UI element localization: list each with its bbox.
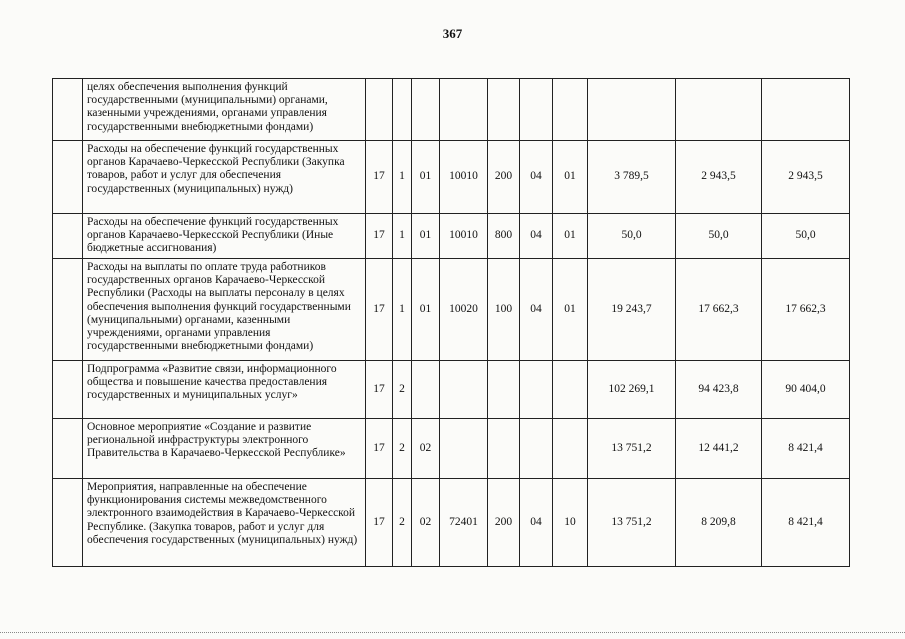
code-direction: 72401 bbox=[440, 479, 488, 567]
amount-year-2: 17 662,3 bbox=[676, 259, 762, 361]
code-program: 2 bbox=[393, 479, 412, 567]
code-section: 04 bbox=[520, 479, 553, 567]
row-index-cell bbox=[53, 479, 83, 567]
code-expense-type bbox=[488, 361, 520, 419]
code-subsection bbox=[553, 419, 588, 479]
code-section bbox=[520, 419, 553, 479]
table-row bbox=[53, 361, 850, 419]
table-body bbox=[53, 79, 850, 567]
table-row bbox=[53, 259, 850, 361]
code-program: 2 bbox=[393, 361, 412, 419]
code-subprogram: 01 bbox=[412, 259, 440, 361]
code-subsection bbox=[553, 79, 588, 141]
budget-table bbox=[52, 78, 850, 567]
code-direction bbox=[440, 79, 488, 141]
row-index-cell bbox=[53, 361, 83, 419]
amount-year-2: 2 943,5 bbox=[676, 141, 762, 214]
row-description: Мероприятия, направленные на обеспечение функционирования системы межведомственного электронного взаимодействия в Карачаево-Черкесской Республике. (Закупка товаров, работ и услуг для обеспечения государственных (муниципальных) нужд) bbox=[83, 479, 366, 567]
code-direction: 10010 bbox=[440, 214, 488, 259]
row-description: целях обеспечения выполнения функций государственными (муниципальными) органами, казенными учреждениями, органами управления государственными внебюджетными фондами) bbox=[83, 79, 366, 141]
code-subprogram: 02 bbox=[412, 419, 440, 479]
code-expense-type: 100 bbox=[488, 259, 520, 361]
amount-year-3 bbox=[762, 79, 850, 141]
code-program: 2 bbox=[393, 419, 412, 479]
code-ministry: 17 bbox=[366, 141, 393, 214]
code-section bbox=[520, 361, 553, 419]
page-number: 367 bbox=[442, 26, 463, 41]
amount-year-3: 90 404,0 bbox=[762, 361, 850, 419]
table-row bbox=[53, 479, 850, 567]
row-description: Расходы на обеспечение функций государственных органов Карачаево-Черкесской Республики (Закупка товаров, работ и услуг для обеспечения государственных (муниципальных) нужд) bbox=[83, 141, 366, 214]
amount-year-2: 12 441,2 bbox=[676, 419, 762, 479]
code-subsection: 01 bbox=[553, 141, 588, 214]
code-expense-type: 800 bbox=[488, 214, 520, 259]
amount-year-3: 50,0 bbox=[762, 214, 850, 259]
amount-year-1 bbox=[588, 79, 676, 141]
row-index-cell bbox=[53, 79, 83, 141]
amount-year-1: 13 751,2 bbox=[588, 479, 676, 567]
amount-year-1: 19 243,7 bbox=[588, 259, 676, 361]
row-index-cell bbox=[53, 419, 83, 479]
table-row bbox=[53, 419, 850, 479]
code-subprogram: 01 bbox=[412, 141, 440, 214]
code-section: 04 bbox=[520, 141, 553, 214]
row-description: Основное мероприятие «Создание и развитие региональной инфраструктуры электронного Правительства в Карачаево-Черкесской Республике» bbox=[83, 419, 366, 479]
amount-year-2: 50,0 bbox=[676, 214, 762, 259]
code-program: 1 bbox=[393, 259, 412, 361]
amount-year-2: 94 423,8 bbox=[676, 361, 762, 419]
amount-year-3: 8 421,4 bbox=[762, 479, 850, 567]
code-direction: 10020 bbox=[440, 259, 488, 361]
table-row bbox=[53, 214, 850, 259]
code-expense-type bbox=[488, 419, 520, 479]
code-program bbox=[393, 79, 412, 141]
row-index-cell bbox=[53, 141, 83, 214]
code-section: 04 bbox=[520, 259, 553, 361]
amount-year-2 bbox=[676, 79, 762, 141]
code-expense-type bbox=[488, 79, 520, 141]
code-program: 1 bbox=[393, 214, 412, 259]
code-ministry: 17 bbox=[366, 361, 393, 419]
amount-year-1: 13 751,2 bbox=[588, 419, 676, 479]
code-expense-type: 200 bbox=[488, 479, 520, 567]
code-ministry: 17 bbox=[366, 214, 393, 259]
table-row bbox=[53, 79, 850, 141]
amount-year-1: 50,0 bbox=[588, 214, 676, 259]
table-row bbox=[53, 141, 850, 214]
code-ministry: 17 bbox=[366, 479, 393, 567]
code-direction bbox=[440, 361, 488, 419]
code-direction: 10010 bbox=[440, 141, 488, 214]
code-ministry: 17 bbox=[366, 259, 393, 361]
code-subsection: 01 bbox=[553, 214, 588, 259]
amount-year-2: 8 209,8 bbox=[676, 479, 762, 567]
row-description: Расходы на обеспечение функций государственных органов Карачаево-Черкесской Республики (Иные бюджетные ассигнования) bbox=[83, 214, 366, 259]
amount-year-3: 17 662,3 bbox=[762, 259, 850, 361]
code-ministry bbox=[366, 79, 393, 141]
code-subsection: 10 bbox=[553, 479, 588, 567]
code-subsection bbox=[553, 361, 588, 419]
amount-year-3: 8 421,4 bbox=[762, 419, 850, 479]
row-index-cell bbox=[53, 259, 83, 361]
row-index-cell bbox=[53, 214, 83, 259]
code-subprogram: 02 bbox=[412, 479, 440, 567]
code-section bbox=[520, 79, 553, 141]
code-subprogram bbox=[412, 79, 440, 141]
amount-year-1: 102 269,1 bbox=[588, 361, 676, 419]
code-subprogram: 01 bbox=[412, 214, 440, 259]
amount-year-3: 2 943,5 bbox=[762, 141, 850, 214]
code-program: 1 bbox=[393, 141, 412, 214]
row-description: Подпрограмма «Развитие связи, информационного общества и повышение качества предоставления государственных и муниципальных услуг» bbox=[83, 361, 366, 419]
code-ministry: 17 bbox=[366, 419, 393, 479]
code-expense-type: 200 bbox=[488, 141, 520, 214]
row-description: Расходы на выплаты по оплате труда работников государственных органов Карачаево-Черкесской Республики (Расходы на выплаты персоналу в целях обеспечения выполнения функций государственными (муниципальными) органами, казенными учреждениями, органами управления государственными внебюджетными фондами) bbox=[83, 259, 366, 361]
amount-year-1: 3 789,5 bbox=[588, 141, 676, 214]
code-section: 04 bbox=[520, 214, 553, 259]
code-subsection: 01 bbox=[553, 259, 588, 361]
code-subprogram bbox=[412, 361, 440, 419]
code-direction bbox=[440, 419, 488, 479]
page-bottom-edge bbox=[0, 632, 905, 633]
